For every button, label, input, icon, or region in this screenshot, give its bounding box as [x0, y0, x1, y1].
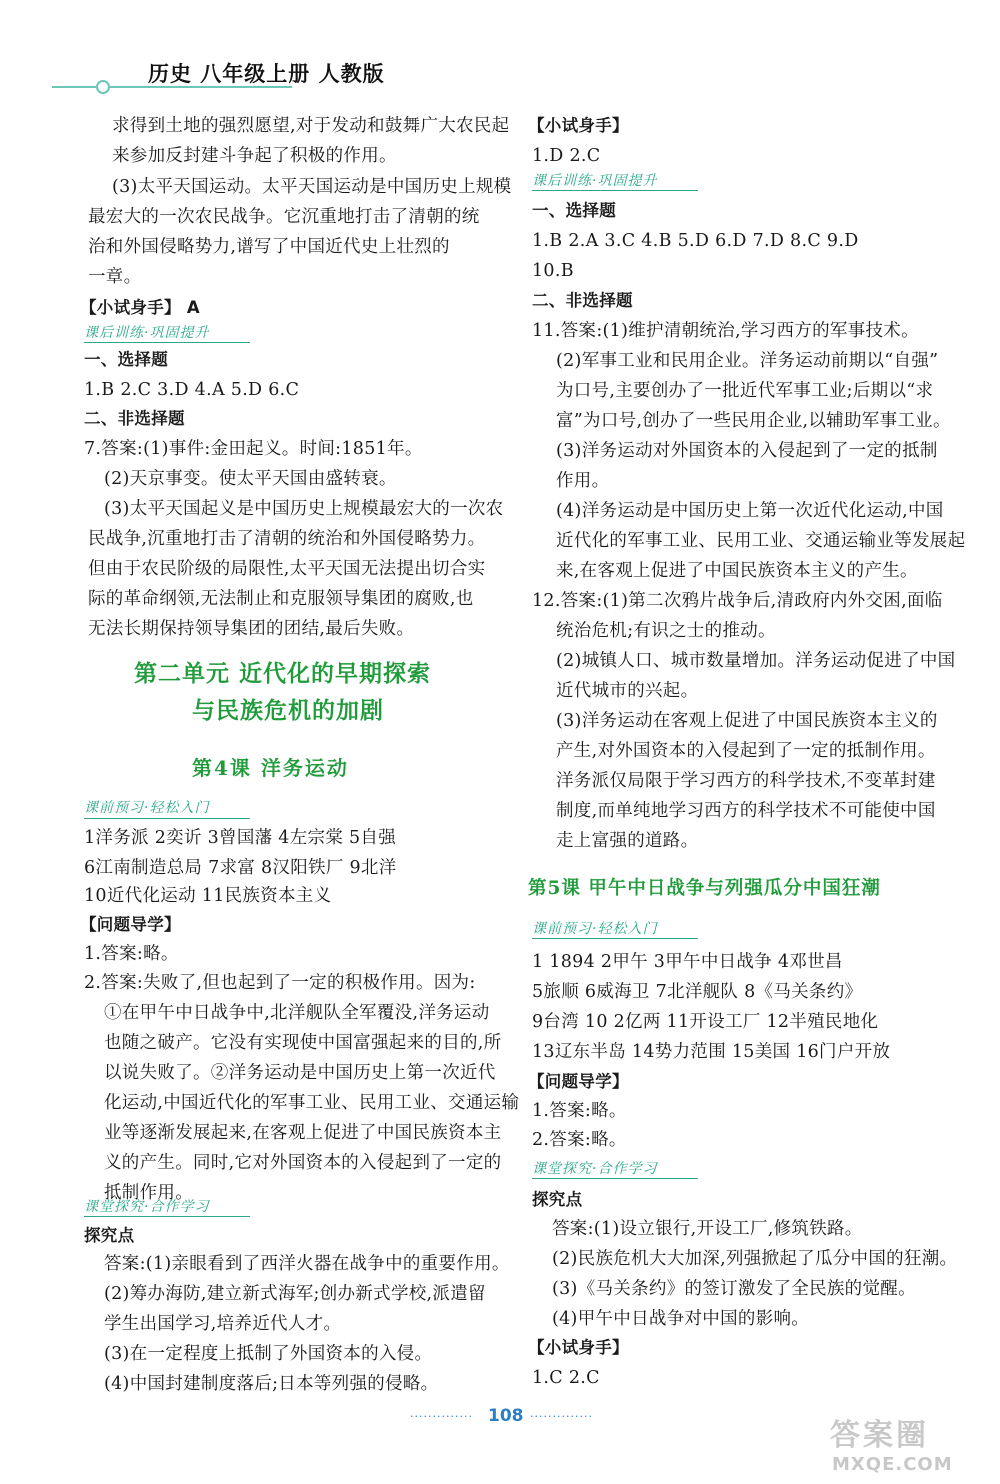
answer-line: (4)洋务运动是中国历史上第一次近代化运动,中国	[556, 501, 944, 521]
banner-underline	[84, 342, 250, 343]
answer-line: (2)城镇人口、城市数量增加。洋务运动促进了中国	[556, 651, 956, 671]
text-line: 治和外国侵略势力,谱写了中国近代史上壮烈的	[88, 237, 450, 257]
unit-title: 第二单元 近代化的早期探索	[134, 661, 432, 687]
answer-line: 走上富强的道路。	[556, 831, 699, 851]
explore-heading: 探究点	[84, 1226, 135, 1245]
banner-underline	[84, 1216, 250, 1217]
answer-line: 近代城市的兴起。	[556, 681, 699, 701]
try-yourself-heading: 【小试身手】 A	[80, 298, 200, 317]
answer-line: 7.答案:(1)事件:金田起义。时间:1851年。	[84, 439, 423, 459]
page-header	[0, 0, 1000, 100]
section-banner: 课后训练·巩固提升	[84, 325, 210, 341]
answer-line: 际的革命纲领,无法制止和克服领导集团的腐败,也	[88, 589, 474, 609]
choice-answers: 1.D 2.C	[532, 146, 601, 166]
fill-answers: 1洋务派 2奕䜣 3曾国藩 4左宗棠 5自强	[84, 828, 397, 848]
answer-line: (2)天京事变。使太平天国由盛转衰。	[104, 469, 397, 489]
explore-line: 学生出国学习,培养近代人才。	[104, 1314, 342, 1334]
guide-line: 也随之破产。它没有实现使中国富强起来的目的,所	[104, 1033, 502, 1053]
choice-answers: 1.C 2.C	[532, 1368, 600, 1388]
unit-subtitle: 与民族危机的加剧	[192, 698, 384, 724]
answer-line: 民战争,沉重地打击了清朝的统治和外国侵略势力。	[88, 529, 486, 549]
choice-answers: 10.B	[532, 261, 574, 281]
fill-answers: 9台湾 10 2亿两 11开设工厂 12半殖民地化	[532, 1012, 879, 1032]
text-line: 来参加反封建斗争起了积极的作用。	[112, 146, 397, 166]
watermark-logo: 答案圈	[830, 1418, 929, 1453]
section-heading: 二、非选择题	[532, 291, 633, 310]
section-banner: 课前预习·轻松入门	[84, 800, 210, 816]
section-banner: 课后训练·巩固提升	[532, 173, 658, 189]
section-heading: 一、选择题	[84, 350, 168, 369]
fill-answers: 6江南制造总局 7求富 8汉阳铁厂 9北洋	[84, 858, 397, 878]
section-heading: 二、非选择题	[84, 409, 185, 428]
guide-line: 1.答案:略。	[84, 944, 179, 964]
guide-line: 以说失败了。②洋务运动是中国历史上第一次近代	[104, 1063, 496, 1083]
answer-line: (3)洋务运动对外国资本的入侵起到了一定的抵制	[556, 441, 938, 461]
fill-answers: 13辽东半岛 14势力范围 15美国 16门户开放	[532, 1042, 891, 1062]
section-banner: 课堂探究·合作学习	[84, 1199, 210, 1215]
text-line: 求得到土地的强烈愿望,对于发动和鼓舞广大农民起	[112, 116, 510, 136]
header-circle-ornament	[96, 80, 110, 94]
answer-line: (3)太平天国起义是中国历史上规模最宏大的一次农	[104, 499, 504, 519]
try-yourself-heading: 【小试身手】	[528, 116, 629, 135]
guide-line: 2.答案:略。	[532, 1130, 627, 1150]
explore-line: (3)《马关条约》的签订激发了全民族的觉醒。	[552, 1279, 916, 1299]
explore-line: (3)在一定程度上抵制了外国资本的入侵。	[104, 1344, 433, 1364]
guide-line: 业等逐渐发展起来,在客观上促进了中国民族资本主	[104, 1123, 502, 1143]
guide-line: 2.答案:失败了,但也起到了一定的积极作用。因为:	[84, 973, 476, 993]
section-heading: 一、选择题	[532, 201, 616, 220]
text-line: (3)太平天国运动。太平天国运动是中国历史上规模	[112, 177, 512, 197]
watermark-url: MXQE.COM	[832, 1454, 953, 1475]
answer-line: 12.答案:(1)第二次鸦片战争后,清政府内外交困,面临	[532, 591, 943, 611]
explore-line: 答案:(1)亲眼看到了西洋火器在战争中的重要作用。	[104, 1254, 510, 1274]
answer-line: (3)洋务运动在客观上促进了中国民族资本主义的	[556, 711, 938, 731]
choice-answers: 1.B 2.C 3.D 4.A 5.D 6.C	[84, 380, 300, 400]
answer-line: 富”为口号,创办了一些民用企业,以辅助军事工业。	[556, 411, 951, 431]
guide-line: 化运动,中国近代化的军事工业、民用工业、交通运输	[104, 1093, 520, 1113]
header-rule	[52, 86, 292, 88]
guide-line: 1.答案:略。	[532, 1101, 627, 1121]
answer-line: 作用。	[556, 471, 610, 491]
lesson-title: 第5课 甲午中日战争与列强瓜分中国狂潮	[528, 878, 881, 899]
answer-line: 制度,而单纯地学习西方的科学技术不可能使中国	[556, 801, 936, 821]
explore-line: (2)筹办海防,建立新式海军;创办新式学校,派遣留	[104, 1284, 486, 1304]
section-banner: 课堂探究·合作学习	[532, 1161, 658, 1177]
page-number: 108	[488, 1406, 524, 1426]
answer-line: 无法长期保持领导集团的团结,最后失败。	[88, 619, 415, 639]
choice-answers: 1.B 2.A 3.C 4.B 5.D 6.D 7.D 8.C 9.D	[532, 231, 859, 251]
text-line: 最宏大的一次农民战争。它沉重地打击了清朝的统	[88, 207, 480, 227]
explore-line: (2)民族危机大大加深,列强掀起了瓜分中国的狂潮。	[552, 1249, 958, 1269]
guide-line: ①在甲午中日战争中,北洋舰队全军覆没,洋务运动	[104, 1003, 490, 1023]
fill-answers: 5旅顺 6威海卫 7北洋舰队 8《马关条约》	[532, 982, 863, 1002]
answer-line: 统治危机;有识之士的推动。	[556, 621, 776, 641]
answer-line: 但由于农民阶级的局限性,太平天国无法提出切合实	[88, 559, 486, 579]
footer-dots-left: ··············	[410, 1410, 473, 1423]
explore-line: 答案:(1)设立银行,开设工厂,修筑铁路。	[552, 1219, 863, 1239]
banner-underline	[532, 938, 698, 939]
banner-underline	[532, 1178, 698, 1179]
explore-line: (4)中国封建制度落后;日本等列强的侵略。	[104, 1374, 439, 1394]
answer-line: 近代化的军事工业、民用工业、交通运输业等发展起	[556, 531, 966, 551]
answer-line: 来,在客观上促进了中国民族资本主义的产生。	[556, 561, 918, 581]
section-banner: 课前预习·轻松入门	[532, 921, 658, 937]
answer-line: 11.答案:(1)维护清朝统治,学习西方的军事技术。	[532, 321, 919, 341]
guide-line: 义的产生。同时,它对外国资本的入侵起到了一定的	[104, 1153, 502, 1173]
answer-line: 为口号,主要创办了一批近代军事工业;后期以“求	[556, 381, 934, 401]
answer-line: 洋务派仅局限于学习西方的科学技术,不变革封建	[556, 771, 936, 791]
guide-heading: 【问题导学】	[80, 915, 181, 934]
fill-answers: 10近代化运动 11民族资本主义	[84, 886, 332, 906]
try-yourself-heading: 【小试身手】	[528, 1338, 629, 1357]
text-line: 一章。	[88, 267, 142, 287]
lesson-title: 第4课 洋务运动	[192, 756, 349, 780]
fill-answers: 1 1894 2甲午 3甲午中日战争 4邓世昌	[532, 952, 843, 972]
answer-line: 产生,对外国资本的入侵起到了一定的抵制作用。	[556, 741, 936, 761]
book-title: 历史 八年级上册 人教版	[148, 62, 385, 86]
guide-line: 抵制作用。	[104, 1183, 193, 1203]
banner-underline	[532, 190, 698, 191]
footer-dots-right: ··············	[530, 1410, 593, 1423]
explore-heading: 探究点	[532, 1190, 583, 1209]
banner-underline	[84, 818, 250, 819]
answer-line: (2)军事工业和民用企业。洋务运动前期以“自强”	[556, 351, 939, 371]
guide-heading: 【问题导学】	[528, 1072, 629, 1091]
explore-line: (4)甲午中日战争对中国的影响。	[552, 1309, 810, 1329]
